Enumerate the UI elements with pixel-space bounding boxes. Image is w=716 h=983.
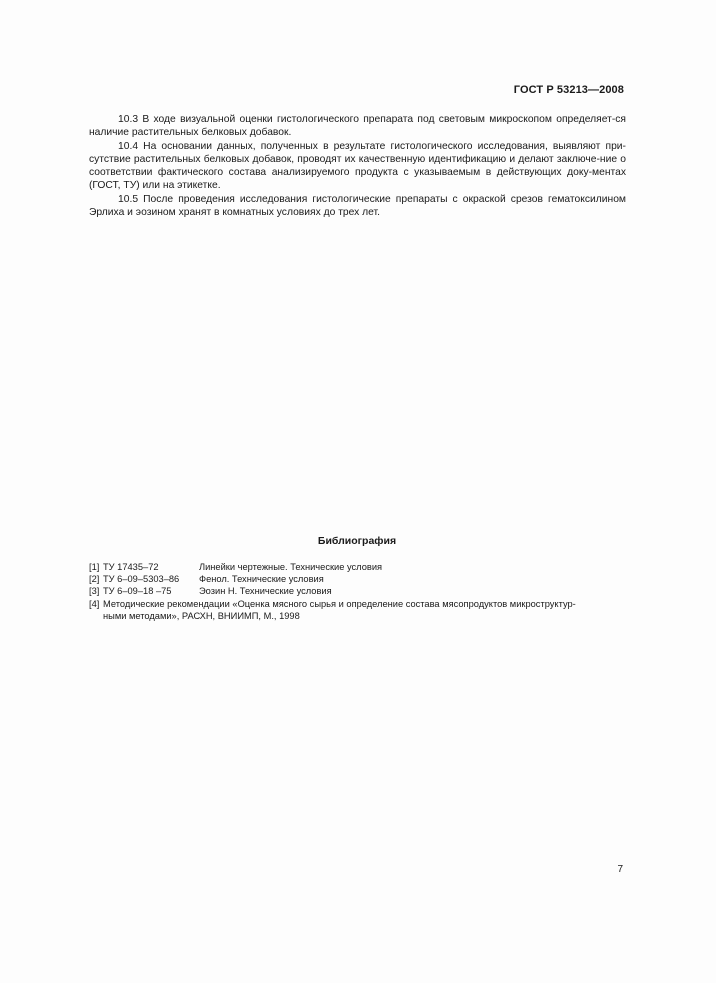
bibliography-item-code: ТУ 6–09–5303–86 (103, 574, 180, 585)
bibliography-item-description-line2: ными методами», РАСХН, ВНИИМП, М., 1998 (103, 610, 300, 621)
bibliography-item-description: Эозин Н. Технические условия (199, 586, 332, 597)
document-code-header: ГОСТ Р 53213—2008 (513, 84, 624, 96)
bibliography-item-description-line1: Методические рекомендации «Оценка мясного сырья и определение состава мясопродуктов микроструктур- (103, 598, 576, 609)
bibliography-item (89, 585, 629, 597)
bibliography-item (89, 598, 629, 610)
bibliography-heading (0, 535, 716, 547)
section-10-text (89, 113, 626, 219)
bibliography-item-code: ТУ 6–09–18 –75 (103, 586, 172, 597)
bibliography-item-description: Фенол. Технические условия (199, 574, 324, 585)
bibliography-item-number: [2] (89, 574, 100, 585)
paragraph-10-4: 10.4 На основании данных, полученных в результате гистологического исследования, выявляют при-сутствие растительных белковых добавок, проводят их качественную идентификацию и делают заключе-ние о соответствии фактического состава анализируемого продукта с указываемым в действующих доку-ментах (ГОСТ, ТУ) или на этикетке. (89, 140, 626, 192)
bibliography-item-number: [1] (89, 562, 100, 572)
bibliography-item-description: Линейки чертежные. Технические условия (199, 562, 383, 572)
paragraph-10-3: 10.3 В ходе визуальной оценки гистологического препарата под световым микроскопом определяет-ся наличие растительных белковых добавок. (89, 114, 626, 139)
bibliography-item (89, 561, 629, 573)
bibliography-item-code: ТУ 17435–72 (103, 562, 159, 572)
bibliography-item (89, 573, 629, 585)
paragraph-10-5: 10.5 После проведения исследования гистологические препараты с окраской срезов гематоксилином Эрлиха и эозином хранят в комнатных условиях до трех лет. (89, 193, 626, 219)
bibliography-item-number: [4] (89, 598, 100, 609)
bibliography-item-number: [3] (89, 586, 100, 597)
bibliography-title: Библиография (317, 535, 397, 547)
page-number: 7 (617, 864, 623, 875)
bibliography-list (89, 561, 629, 622)
